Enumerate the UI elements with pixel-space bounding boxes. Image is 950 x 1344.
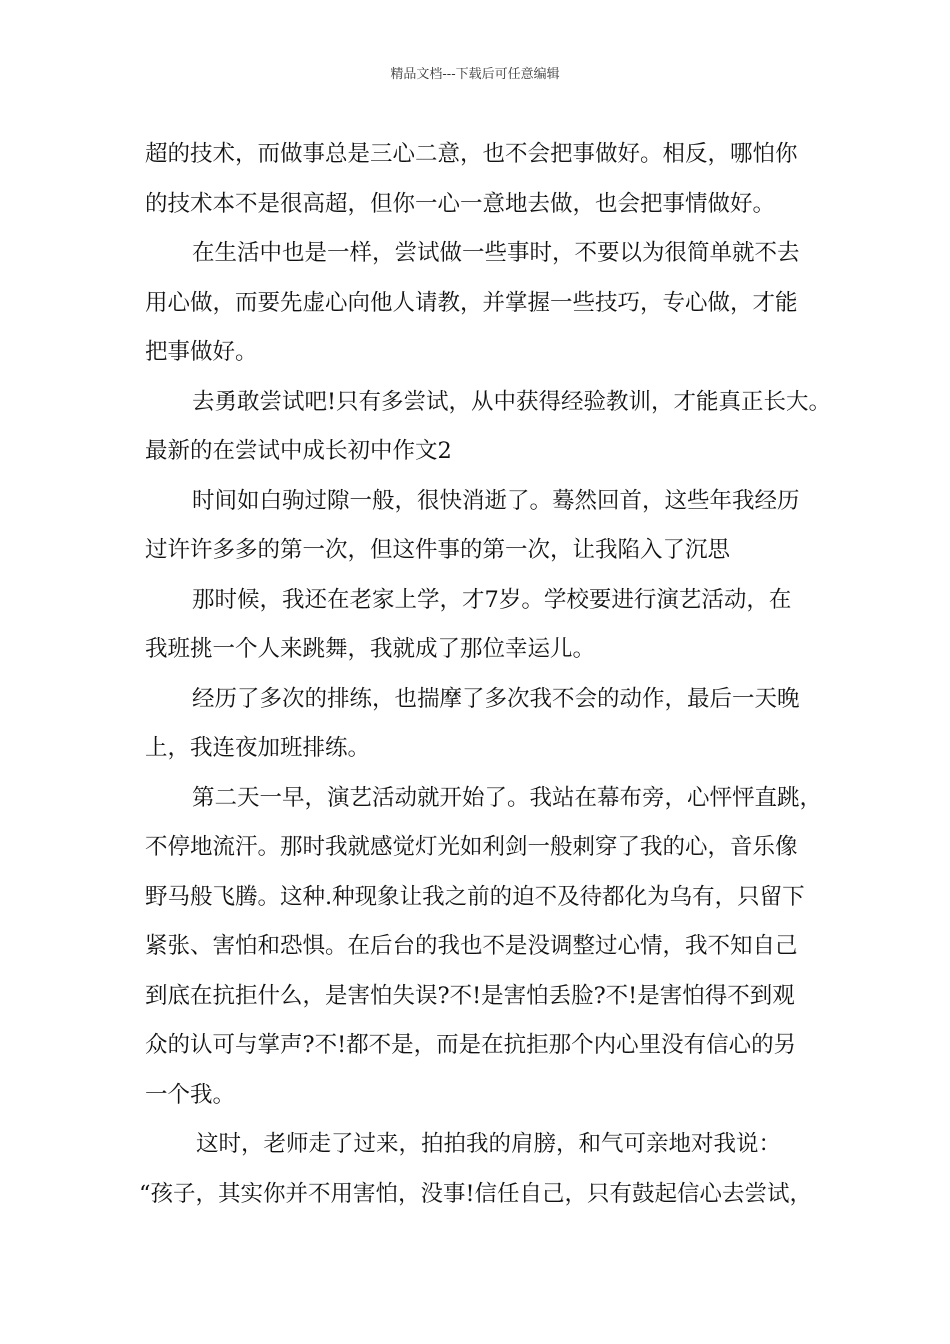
text-line: 的技术本不是很高超，但你一心一意地去做，也会把事情做好。 [145,190,776,217]
paragraph-start-line: 经历了多次的排练，也揣摩了多次我不会的动作，最后一天晚 [192,685,800,712]
document-body [139,130,832,1219]
text-line: 不停地流汗。那时我就感觉灯光如利剑一般刺穿了我的心，音乐像 [145,834,798,860]
text-line: 一个我。 [145,1081,236,1108]
text-line: 众的认可与掌声?不!都不是，而是在抗拒那个内心里没有信心的另 [145,1032,797,1058]
text-line: 超的技术，而做事总是三心二意，也不会把事做好。相反，哪怕你 [145,141,798,167]
paragraph-start-line: 那时候，我还在老家上学，才7岁。学校要进行演艺活动，在 [192,586,792,613]
text-line: 过许许多多的第一次，但这件事的第一次，让我陷入了沉思 [145,537,731,563]
section-title: 最新的在尝试中成长初中作文2 [145,438,452,464]
paragraph-start-line: 第二天一早，演艺活动就开始了。我站在幕布旁，心怦怦直跳， [192,784,823,811]
text-line: 到底在抗拒什么，是害怕失误?不!是害怕丢脸?不!是害怕得不到观 [145,982,795,1009]
paragraph-start-line: 在生活中也是一样，尝试做一些事时，不要以为很简单就不去 [192,240,800,266]
text-line: 紧张、害怕和恐惧。在后台的我也不是没调整过心情，我不知自己 [145,933,798,959]
text-line: 野马般飞腾。这种.种现象让我之前的迫不及待都化为乌有，只留下 [145,883,805,910]
paragraph-start-line: 时间如白驹过隙一般，很快消逝了。蓦然回首，这些年我经历 [192,487,800,514]
page-header: 精品文档---下载后可任意编辑 [390,67,560,82]
text-line: 我班挑一个人来跳舞，我就成了那位幸运儿。 [145,636,596,662]
paragraph-start-line: 去勇敢尝试吧!只有多尝试，从中获得经验教训，才能真正长大。 [192,388,832,415]
quote-line: “孩子，其实你并不用害怕，没事!信任自己，只有鼓起信心去尝试， [139,1180,813,1207]
text-line: 上，我连夜加班排练。 [145,735,371,761]
text-line: 把事做好。 [145,339,258,365]
text-line: 用心做，而要先虚心向他人请教，并掌握一些技巧，专心做，才能 [145,289,798,316]
paragraph-start-line: 这时，老师走了过来，拍拍我的肩膀，和气可亲地对我说： [196,1131,782,1157]
